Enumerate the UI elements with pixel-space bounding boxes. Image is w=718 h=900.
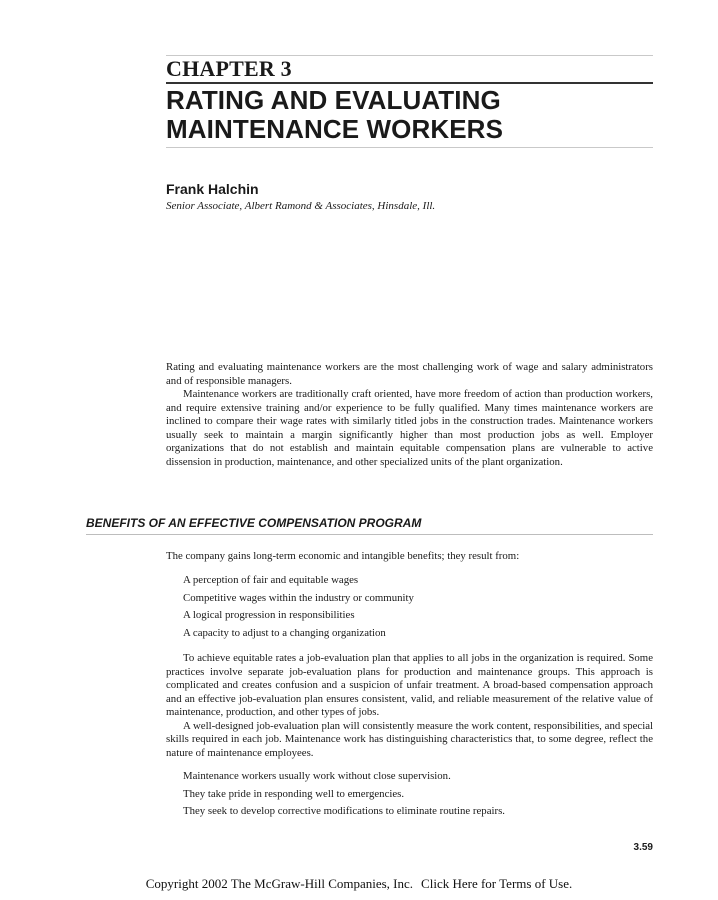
intro-paragraph-2: Maintenance workers are traditionally craft oriented, have more freedom of action than production workers, and require extensive training and/or experience to be fully qualified. Many times maintenance workers are inclined to compare their wage rates with similarly titled jobs in the construction trades. Maintenance workers usually seek to maintain a margin significantly higher than most production jobs as well. Employer organizations that do not establish and maintain equitable compensation plans are vulnerable to active dissension in production, maintenance, and other specialized units of the plant organization. bbox=[166, 388, 653, 468]
list-item: They seek to develop corrective modifications to eliminate routine repairs. bbox=[183, 805, 505, 817]
section-divider bbox=[86, 534, 653, 535]
section-paragraph-1: To achieve equitable rates a job-evaluation plan that applies to all jobs in the organization is required. Some practices involve separate job-evaluation plans for production and maintenance groups. This approach is complicated and creates confusion and a suspicion of unfair treatment. A broad-based compensation approach and an effective job-evaluation plan ensures consistent, valid, and reliable measurement of the relative value of maintenance, production, and other types of jobs. bbox=[166, 652, 653, 718]
author-affiliation: Senior Associate, Albert Ramond & Associates, Hinsdale, Ill. bbox=[166, 200, 436, 212]
intro-paragraph-1: Rating and evaluating maintenance workers are the most challenging work of wage and salary administrators and of responsible managers. bbox=[166, 361, 653, 387]
list-item: Competitive wages within the industry or community bbox=[183, 591, 414, 604]
chapter-title bbox=[166, 86, 653, 144]
title-divider bbox=[166, 147, 653, 148]
chapter-label: CHAPTER 3 bbox=[166, 56, 292, 81]
list-item: A logical progression in responsibilities bbox=[183, 609, 355, 621]
terms-of-use-link[interactable]: Click Here for Terms of Use. bbox=[421, 876, 573, 891]
section-lead-text: The company gains long-term economic and intangible benefits; they result from: bbox=[166, 550, 520, 562]
copyright-text: Copyright 2002 The McGraw-Hill Companies, Inc. bbox=[145, 876, 414, 891]
page-number: 3.59 bbox=[633, 842, 653, 853]
author-name: Frank Halchin bbox=[166, 181, 259, 197]
section-lead bbox=[166, 550, 653, 564]
footer bbox=[0, 876, 718, 892]
section-heading: BENEFITS OF AN EFFECTIVE COMPENSATION PROGRAM bbox=[86, 516, 422, 530]
list-item: A capacity to adjust to a changing organization bbox=[183, 626, 386, 639]
list-item: A perception of fair and equitable wages bbox=[183, 574, 359, 586]
intro-text bbox=[166, 361, 653, 469]
section-body bbox=[166, 652, 653, 760]
chapter-divider bbox=[166, 82, 653, 84]
characteristics-list bbox=[183, 768, 505, 821]
chapter-title-line-2: MAINTENANCE WORKERS bbox=[166, 114, 504, 144]
section-paragraph-2: A well-designed job-evaluation plan will consistently measure the work content, responsibilities, and special skills required in each job. Maintenance work has distinguishing characteristics that, to some degree, reflect the nature of maintenance employees. bbox=[166, 719, 653, 759]
list-item: They take pride in responding well to emergencies. bbox=[183, 787, 405, 800]
chapter-title-line-1: RATING AND EVALUATING bbox=[166, 85, 501, 115]
benefits-list bbox=[183, 572, 414, 642]
list-item: Maintenance workers usually work without close supervision. bbox=[183, 770, 451, 782]
